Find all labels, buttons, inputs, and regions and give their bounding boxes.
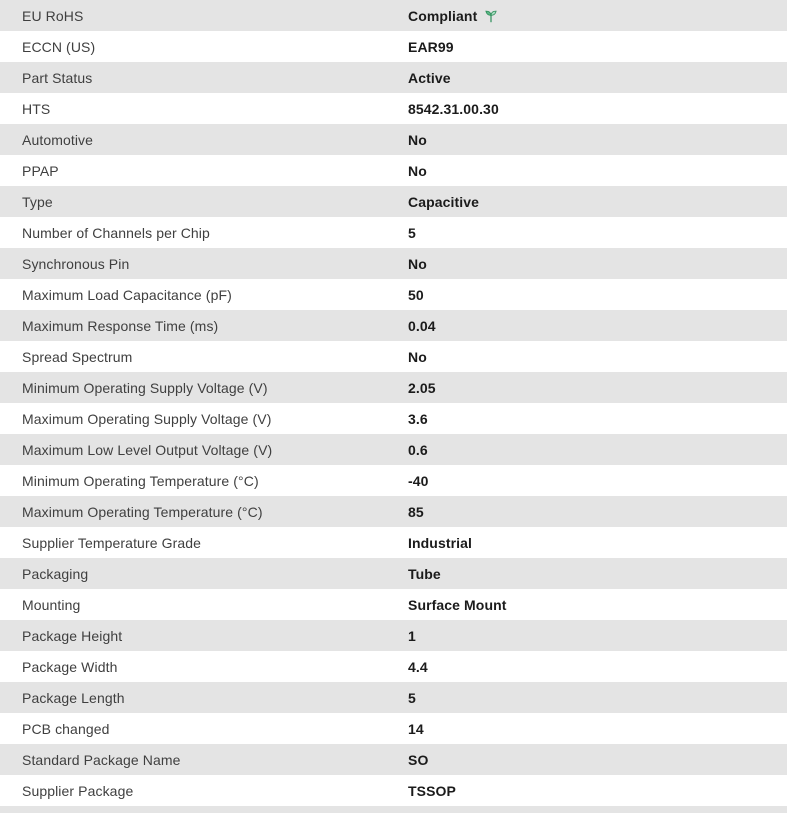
spec-value-cell: [408, 442, 787, 458]
spec-value: Surface Mount: [408, 596, 507, 613]
spec-value-cell: [408, 659, 787, 675]
spec-label: Package Width: [22, 658, 118, 675]
spec-label: PPAP: [22, 162, 59, 179]
table-row: [0, 341, 787, 372]
table-row: [0, 744, 787, 775]
spec-value-cell: [408, 194, 787, 210]
spec-value: 14: [408, 720, 424, 737]
spec-value: No: [408, 131, 427, 148]
table-row: [0, 31, 787, 62]
spec-value-cell: [408, 349, 787, 365]
spec-label: Mounting: [22, 596, 81, 613]
table-row: [0, 248, 787, 279]
table-row: [0, 155, 787, 186]
spec-label: Automotive: [22, 131, 94, 148]
spec-value: 3.6: [408, 410, 428, 427]
spec-label: Maximum Low Level Output Voltage (V): [22, 441, 273, 458]
spec-label: Part Status: [22, 69, 93, 86]
spec-value: EAR99: [408, 38, 454, 55]
table-row: [0, 62, 787, 93]
spec-value: 5: [408, 689, 416, 706]
spec-value: 4.4: [408, 658, 428, 675]
spec-label: ECCN (US): [22, 38, 96, 55]
spec-value: Industrial: [408, 534, 473, 551]
table-row: [0, 372, 787, 403]
spec-value: 5: [408, 224, 416, 241]
spec-value-cell: [408, 690, 787, 706]
table-row: [0, 527, 787, 558]
spec-value: 8542.31.00.30: [408, 100, 499, 117]
table-row: [0, 558, 787, 589]
spec-value: Tube: [408, 565, 441, 582]
spec-value-cell: [408, 597, 787, 613]
table-row: [0, 93, 787, 124]
spec-label: Supplier Temperature Grade: [22, 534, 201, 551]
table-row: [0, 310, 787, 341]
leaf-icon: [484, 9, 498, 23]
spec-label: Packaging: [22, 565, 89, 582]
spec-value-cell: [408, 318, 787, 334]
spec-value: 1: [408, 627, 416, 644]
table-row: [0, 0, 787, 31]
spec-label: Minimum Operating Temperature (°C): [22, 472, 259, 489]
spec-label: EU RoHS: [22, 7, 84, 24]
spec-label: Type: [22, 193, 53, 210]
spec-label: Maximum Operating Temperature (°C): [22, 503, 263, 520]
spec-label: Package Height: [22, 627, 123, 644]
table-row: [0, 186, 787, 217]
spec-value-cell: [408, 473, 787, 489]
spec-label: Package Length: [22, 689, 125, 706]
table-row: [0, 496, 787, 527]
spec-value-cell: [408, 132, 787, 148]
table-row: [0, 589, 787, 620]
spec-value: SO: [408, 751, 429, 768]
spec-value: Capacitive: [408, 193, 480, 210]
spec-value-cell: [408, 163, 787, 179]
spec-value-cell: [408, 287, 787, 303]
spec-value-cell: [408, 566, 787, 582]
spec-label: Minimum Operating Supply Voltage (V): [22, 379, 268, 396]
spec-label: Number of Channels per Chip: [22, 224, 210, 241]
spec-value: 50: [408, 286, 424, 303]
spec-value-cell: [408, 256, 787, 272]
table-row: [0, 217, 787, 248]
table-row: [0, 124, 787, 155]
table-row: [0, 279, 787, 310]
spec-label: Synchronous Pin: [22, 255, 130, 272]
spec-value-cell: [408, 504, 787, 520]
next-row-partial: [0, 806, 787, 813]
spec-value-cell: [408, 721, 787, 737]
spec-value-cell: [408, 70, 787, 86]
table-row: [0, 434, 787, 465]
spec-value: Compliant: [408, 7, 478, 24]
spec-value: No: [408, 255, 427, 272]
table-row: [0, 465, 787, 496]
spec-value-cell: [408, 8, 787, 24]
spec-value: No: [408, 162, 427, 179]
table-row: [0, 651, 787, 682]
spec-label: Maximum Operating Supply Voltage (V): [22, 410, 272, 427]
spec-label: Spread Spectrum: [22, 348, 133, 365]
spec-value-cell: [408, 225, 787, 241]
spec-value-cell: [408, 39, 787, 55]
table-row: [0, 713, 787, 744]
spec-label: Supplier Package: [22, 782, 134, 799]
spec-value: Active: [408, 69, 451, 86]
table-row: [0, 682, 787, 713]
table-row: [0, 620, 787, 651]
spec-label: PCB changed: [22, 720, 110, 737]
spec-label: HTS: [22, 100, 51, 117]
spec-value-cell: [408, 101, 787, 117]
spec-value-cell: [408, 783, 787, 799]
spec-value: -40: [408, 472, 429, 489]
spec-value: 0.6: [408, 441, 428, 458]
spec-value: 85: [408, 503, 424, 520]
spec-label: Maximum Load Capacitance (pF): [22, 286, 232, 303]
spec-value-cell: [408, 752, 787, 768]
spec-value-cell: [408, 411, 787, 427]
spec-value: TSSOP: [408, 782, 456, 799]
spec-value: 0.04: [408, 317, 436, 334]
spec-label: Maximum Response Time (ms): [22, 317, 219, 334]
spec-value-cell: [408, 535, 787, 551]
spec-value-cell: [408, 380, 787, 396]
spec-value: No: [408, 348, 427, 365]
spec-value-cell: [408, 628, 787, 644]
table-row: [0, 775, 787, 806]
spec-value: 2.05: [408, 379, 436, 396]
spec-label: Standard Package Name: [22, 751, 181, 768]
table-row: [0, 403, 787, 434]
